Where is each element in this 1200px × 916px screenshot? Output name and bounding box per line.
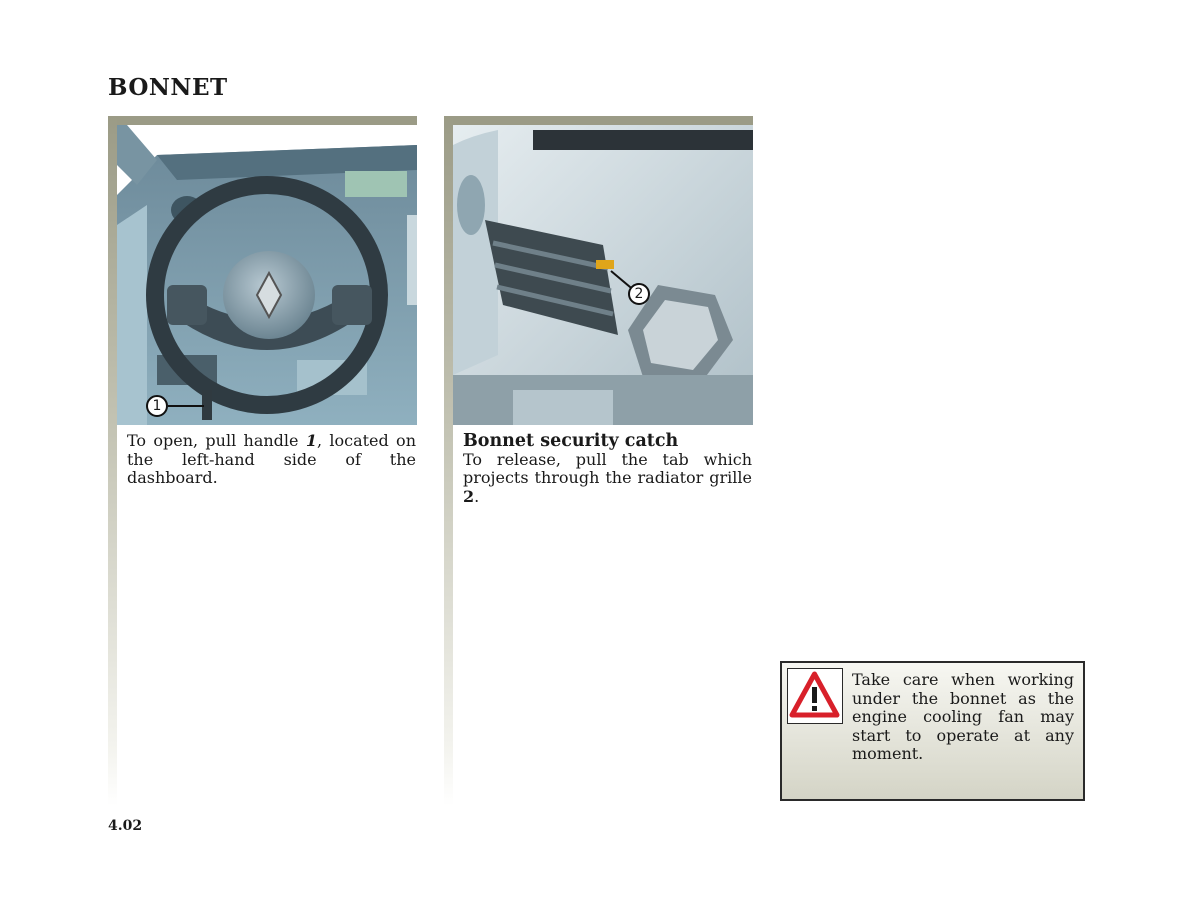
right-column-side-bar [444,116,453,806]
radiator-grille-illustration [453,125,753,425]
warning-text: Take care when working under the bonnet as the engine cooling fan may start to operate at any moment. [852,670,1074,763]
warning-box [780,661,1085,801]
bonnet-security-catch-heading: Bonnet security catch [463,431,679,451]
grille-reference: 2 [463,486,475,506]
callout-1-leader [168,405,204,407]
warning-triangle-icon [787,668,843,724]
left-body-text: To open, pull handle 1, located on the left-hand side of the dashboard. [127,431,416,487]
callout-2-number: 2 [634,286,644,302]
dashboard-illustration [117,125,417,425]
right-column-top-bar [444,116,753,125]
handle-reference: 1 [305,431,317,450]
page-title: BONNET [108,74,228,101]
page-number: 4.02 [108,818,143,834]
callout-1-number: 1 [152,398,162,414]
left-column-top-bar [108,116,417,125]
left-column-side-bar [108,116,117,806]
right-body-text: Bonnet security catch To release, pull the tab which projects through the radiator grille 2. [463,431,752,506]
callout-1 [146,395,168,417]
